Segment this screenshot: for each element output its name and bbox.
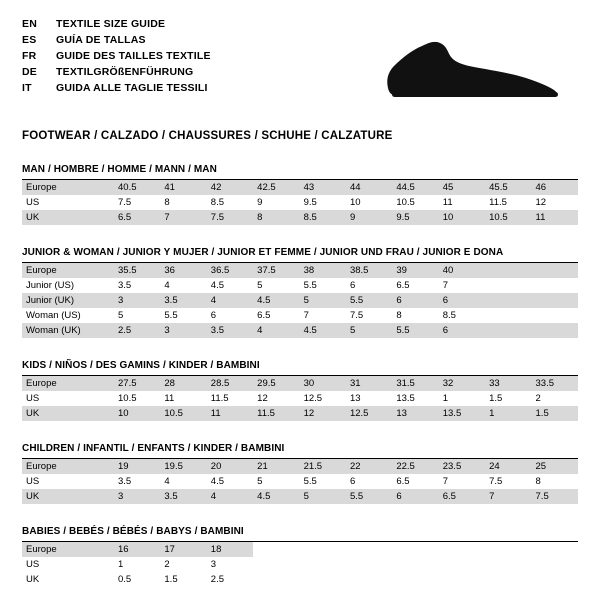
cell bbox=[532, 293, 578, 308]
language-row bbox=[22, 66, 211, 82]
cell: 7.5 bbox=[207, 210, 253, 225]
cell: 5 bbox=[257, 476, 263, 487]
cell: 7.5 bbox=[489, 476, 503, 487]
cell: 7 bbox=[442, 280, 449, 291]
cell: 8 bbox=[253, 210, 299, 225]
cell: 44 bbox=[346, 180, 392, 195]
cell bbox=[300, 557, 346, 572]
cell bbox=[346, 572, 392, 587]
cell: 2.5 bbox=[210, 574, 224, 585]
group-title: CHILDREN / INFANTIL / ENFANTS / KINDER / BAMBINI bbox=[22, 443, 285, 454]
cell: 1.5 bbox=[489, 393, 503, 404]
cell: 42 bbox=[207, 180, 253, 195]
language-title: GUÍA DE TALLAS bbox=[56, 34, 146, 46]
header bbox=[22, 18, 578, 114]
cell: 8.5 bbox=[210, 197, 224, 208]
language-row bbox=[22, 82, 211, 98]
cell: 44.5 bbox=[392, 180, 438, 195]
cell bbox=[532, 263, 578, 278]
cell: 6.5 bbox=[439, 489, 485, 504]
cell bbox=[532, 572, 578, 587]
language-code: ES bbox=[22, 34, 37, 46]
cell: 0.5 bbox=[118, 574, 132, 585]
cell: 3.5 bbox=[118, 476, 132, 487]
cell: 10.5 bbox=[485, 210, 531, 225]
language-title: TEXTILE SIZE GUIDE bbox=[56, 18, 166, 30]
cell: 11.5 bbox=[489, 197, 507, 208]
cell: 10 bbox=[439, 210, 485, 225]
language-code: EN bbox=[22, 18, 37, 30]
language-code: DE bbox=[22, 66, 37, 78]
group-title: JUNIOR & WOMAN / JUNIOR Y MUJER / JUNIOR ET FEMME / JUNIOR UND FRAU / JUNIOR E DONA bbox=[22, 247, 504, 258]
row-label: Junior (US) bbox=[26, 280, 75, 291]
dress-shoe-icon bbox=[378, 36, 568, 98]
row-label: UK bbox=[22, 406, 114, 421]
cell: 4.5 bbox=[253, 489, 299, 504]
cell: 10.5 bbox=[118, 393, 137, 404]
row-label: US bbox=[26, 559, 40, 570]
cell bbox=[253, 542, 299, 557]
cell bbox=[532, 278, 578, 293]
cell: 5.5 bbox=[303, 476, 317, 487]
cell: 5.5 bbox=[303, 280, 317, 291]
cell bbox=[485, 308, 531, 323]
cell: 5.5 bbox=[164, 310, 178, 321]
cell: 7.5 bbox=[118, 197, 132, 208]
cell: 28.5 bbox=[207, 376, 253, 391]
cell bbox=[532, 323, 578, 338]
cell: 7 bbox=[442, 476, 449, 487]
cell: 5 bbox=[118, 310, 124, 321]
cell: 6 bbox=[392, 293, 438, 308]
cell: 19.5 bbox=[160, 459, 206, 474]
cell: 31 bbox=[346, 376, 392, 391]
cell bbox=[392, 557, 438, 572]
cell bbox=[532, 308, 578, 323]
table-row bbox=[22, 308, 578, 323]
cell: 2.5 bbox=[114, 323, 160, 338]
cell: 33 bbox=[485, 376, 531, 391]
language-title: GUIDE DES TAILLES TEXTILE bbox=[56, 50, 211, 62]
cell: 3.5 bbox=[207, 323, 253, 338]
cell: 3 bbox=[210, 559, 217, 570]
cell: 4 bbox=[207, 293, 253, 308]
cell: 3 bbox=[114, 489, 160, 504]
cell: 13 bbox=[392, 406, 438, 421]
row-label: US bbox=[26, 197, 40, 208]
group-junior-woman bbox=[22, 247, 578, 338]
cell: 9 bbox=[346, 210, 392, 225]
cell: 3.5 bbox=[160, 293, 206, 308]
cell: 39 bbox=[392, 263, 438, 278]
cell: 5 bbox=[257, 280, 263, 291]
cell bbox=[439, 572, 485, 587]
language-row bbox=[22, 34, 211, 50]
cell: 40.5 bbox=[114, 180, 160, 195]
cell: 38.5 bbox=[346, 263, 392, 278]
cell: 41 bbox=[160, 180, 206, 195]
cell: 22.5 bbox=[392, 459, 438, 474]
cell: 13 bbox=[349, 393, 361, 404]
cell: 37.5 bbox=[253, 263, 299, 278]
cell: 7 bbox=[303, 310, 309, 321]
size-table-babies bbox=[22, 542, 578, 587]
table-row bbox=[22, 391, 578, 406]
cell: 10.5 bbox=[396, 197, 415, 208]
cell: 28 bbox=[160, 376, 206, 391]
group-man bbox=[22, 164, 578, 225]
cell: 8 bbox=[535, 476, 541, 487]
cell: 4 bbox=[164, 280, 170, 291]
language-code: FR bbox=[22, 50, 37, 62]
cell: 1.5 bbox=[532, 406, 578, 421]
cell: 12 bbox=[300, 406, 346, 421]
cell bbox=[485, 323, 531, 338]
cell: 36.5 bbox=[207, 263, 253, 278]
cell: 6 bbox=[349, 476, 356, 487]
cell bbox=[253, 572, 299, 587]
cell: 4 bbox=[164, 476, 170, 487]
group-babies bbox=[22, 526, 578, 587]
cell: 4.5 bbox=[253, 293, 299, 308]
cell: 11 bbox=[532, 210, 578, 225]
row-label: UK bbox=[26, 574, 40, 585]
cell: 12 bbox=[257, 393, 268, 404]
cell: 6 bbox=[439, 293, 485, 308]
cell: 5.5 bbox=[346, 489, 392, 504]
cell: 4.5 bbox=[210, 476, 224, 487]
cell: 10 bbox=[349, 197, 361, 208]
cell bbox=[485, 263, 531, 278]
row-label: Woman (US) bbox=[26, 310, 81, 321]
cell: 5 bbox=[300, 489, 346, 504]
cell: 32 bbox=[439, 376, 485, 391]
cell: 40 bbox=[439, 263, 485, 278]
cell: 25 bbox=[532, 459, 578, 474]
cell: 10.5 bbox=[160, 406, 206, 421]
group-children bbox=[22, 443, 578, 504]
cell: 3 bbox=[160, 323, 206, 338]
table-row bbox=[22, 572, 578, 587]
cell: 3 bbox=[114, 293, 160, 308]
table-row bbox=[22, 278, 578, 293]
section-title: FOOTWEAR / CALZADO / CHAUSSURES / SCHUHE / CALZATURE bbox=[22, 130, 393, 142]
cell: 7 bbox=[160, 210, 206, 225]
cell: 9.5 bbox=[392, 210, 438, 225]
cell: 12.5 bbox=[346, 406, 392, 421]
cell: 27.5 bbox=[114, 376, 160, 391]
cell: 5 bbox=[300, 293, 346, 308]
cell bbox=[253, 557, 299, 572]
table-row bbox=[22, 459, 578, 474]
cell: 1 bbox=[442, 393, 449, 404]
cell: 7 bbox=[485, 489, 531, 504]
cell: 5.5 bbox=[346, 293, 392, 308]
language-code: IT bbox=[22, 82, 32, 94]
group-title: BABIES / BEBÉS / BÉBÉS / BABYS / BAMBINI bbox=[22, 526, 244, 537]
cell: 43 bbox=[300, 180, 346, 195]
cell: 10 bbox=[114, 406, 160, 421]
cell: 45.5 bbox=[485, 180, 531, 195]
table-row bbox=[22, 542, 578, 557]
cell: 11 bbox=[207, 406, 253, 421]
table-row bbox=[22, 557, 578, 572]
cell: 6.5 bbox=[257, 310, 271, 321]
cell: 4 bbox=[207, 489, 253, 504]
cell bbox=[485, 542, 531, 557]
cell: 6 bbox=[392, 489, 438, 504]
cell: 3.5 bbox=[160, 489, 206, 504]
row-label: Europe bbox=[22, 542, 114, 557]
cell: 8.5 bbox=[442, 310, 456, 321]
cell bbox=[439, 557, 485, 572]
cell: 1 bbox=[485, 406, 531, 421]
language-title-list bbox=[22, 18, 211, 98]
language-row bbox=[22, 18, 211, 34]
cell: 4 bbox=[253, 323, 299, 338]
cell: 6.5 bbox=[396, 280, 410, 291]
cell bbox=[532, 542, 578, 557]
cell: 6.5 bbox=[114, 210, 160, 225]
row-label: Europe bbox=[22, 180, 114, 195]
cell: 3.5 bbox=[118, 280, 132, 291]
language-title: TEXTILGRÖßENFÜHRUNG bbox=[56, 66, 194, 78]
cell: 31.5 bbox=[392, 376, 438, 391]
cell: 24 bbox=[485, 459, 531, 474]
table-row bbox=[22, 263, 578, 278]
cell: 11.5 bbox=[210, 393, 229, 404]
cell: 23.5 bbox=[439, 459, 485, 474]
table-row bbox=[22, 195, 578, 210]
cell: 5 bbox=[346, 323, 392, 338]
cell: 18 bbox=[207, 542, 253, 557]
cell: 22 bbox=[346, 459, 392, 474]
table-row bbox=[22, 210, 578, 225]
cell: 17 bbox=[160, 542, 206, 557]
cell: 8 bbox=[396, 310, 402, 321]
language-title: GUIDA ALLE TAGLIE TESSILI bbox=[56, 82, 208, 94]
cell: 8.5 bbox=[300, 210, 346, 225]
cell: 36 bbox=[160, 263, 206, 278]
cell: 11 bbox=[442, 197, 453, 208]
cell: 30 bbox=[300, 376, 346, 391]
cell bbox=[485, 572, 531, 587]
table-row bbox=[22, 180, 578, 195]
row-label: Junior (UK) bbox=[22, 293, 114, 308]
cell: 29.5 bbox=[253, 376, 299, 391]
row-label: UK bbox=[22, 489, 114, 504]
group-title: KIDS / NIÑOS / DES GAMINS / KINDER / BAMBINI bbox=[22, 360, 260, 371]
cell bbox=[485, 293, 531, 308]
cell: 2 bbox=[535, 393, 541, 404]
table-row bbox=[22, 489, 578, 504]
cell: 16 bbox=[114, 542, 160, 557]
cell: 2 bbox=[164, 559, 170, 570]
cell: 13.5 bbox=[396, 393, 415, 404]
cell bbox=[485, 557, 531, 572]
cell: 19 bbox=[114, 459, 160, 474]
row-label: Woman (UK) bbox=[22, 323, 114, 338]
size-table-kids bbox=[22, 376, 578, 421]
cell: 13.5 bbox=[439, 406, 485, 421]
cell: 9.5 bbox=[303, 197, 317, 208]
cell bbox=[300, 542, 346, 557]
cell bbox=[439, 542, 485, 557]
cell bbox=[392, 542, 438, 557]
cell: 4.5 bbox=[210, 280, 224, 291]
cell bbox=[392, 572, 438, 587]
group-kids bbox=[22, 360, 578, 421]
language-row bbox=[22, 50, 211, 66]
cell: 21.5 bbox=[300, 459, 346, 474]
cell: 7.5 bbox=[349, 310, 364, 321]
cell: 1 bbox=[118, 559, 124, 570]
cell bbox=[485, 278, 531, 293]
row-label: UK bbox=[22, 210, 114, 225]
cell: 35.5 bbox=[114, 263, 160, 278]
cell: 6 bbox=[210, 310, 217, 321]
cell: 42.5 bbox=[253, 180, 299, 195]
cell: 12.5 bbox=[303, 393, 323, 404]
cell bbox=[346, 542, 392, 557]
cell: 11.5 bbox=[253, 406, 299, 421]
cell: 1.5 bbox=[164, 574, 178, 585]
cell: 5.5 bbox=[392, 323, 438, 338]
cell: 46 bbox=[532, 180, 578, 195]
group-title: MAN / HOMBRE / HOMME / MANN / MAN bbox=[22, 164, 217, 175]
cell bbox=[300, 572, 346, 587]
table-row bbox=[22, 474, 578, 489]
cell: 7.5 bbox=[532, 489, 578, 504]
cell: 38 bbox=[300, 263, 346, 278]
table-row bbox=[22, 376, 578, 391]
row-label: US bbox=[26, 393, 40, 404]
row-label: Europe bbox=[22, 459, 114, 474]
cell: 20 bbox=[207, 459, 253, 474]
row-label: US bbox=[26, 476, 40, 487]
table-row bbox=[22, 323, 578, 338]
size-table-junior-woman bbox=[22, 263, 578, 338]
cell: 33.5 bbox=[532, 376, 578, 391]
cell: 9 bbox=[257, 197, 263, 208]
row-label: Europe bbox=[22, 376, 114, 391]
table-row bbox=[22, 293, 578, 308]
size-table-children bbox=[22, 459, 578, 504]
cell bbox=[532, 557, 578, 572]
cell: 6 bbox=[349, 280, 356, 291]
table-row bbox=[22, 406, 578, 421]
size-table-man bbox=[22, 180, 578, 225]
cell: 8 bbox=[164, 197, 170, 208]
cell: 6 bbox=[439, 323, 485, 338]
cell: 21 bbox=[253, 459, 299, 474]
cell: 4.5 bbox=[300, 323, 346, 338]
cell: 45 bbox=[439, 180, 485, 195]
row-label: Europe bbox=[22, 263, 114, 278]
cell: 6.5 bbox=[396, 476, 410, 487]
cell: 11 bbox=[164, 393, 175, 404]
cell: 12 bbox=[535, 197, 547, 208]
cell bbox=[346, 557, 392, 572]
